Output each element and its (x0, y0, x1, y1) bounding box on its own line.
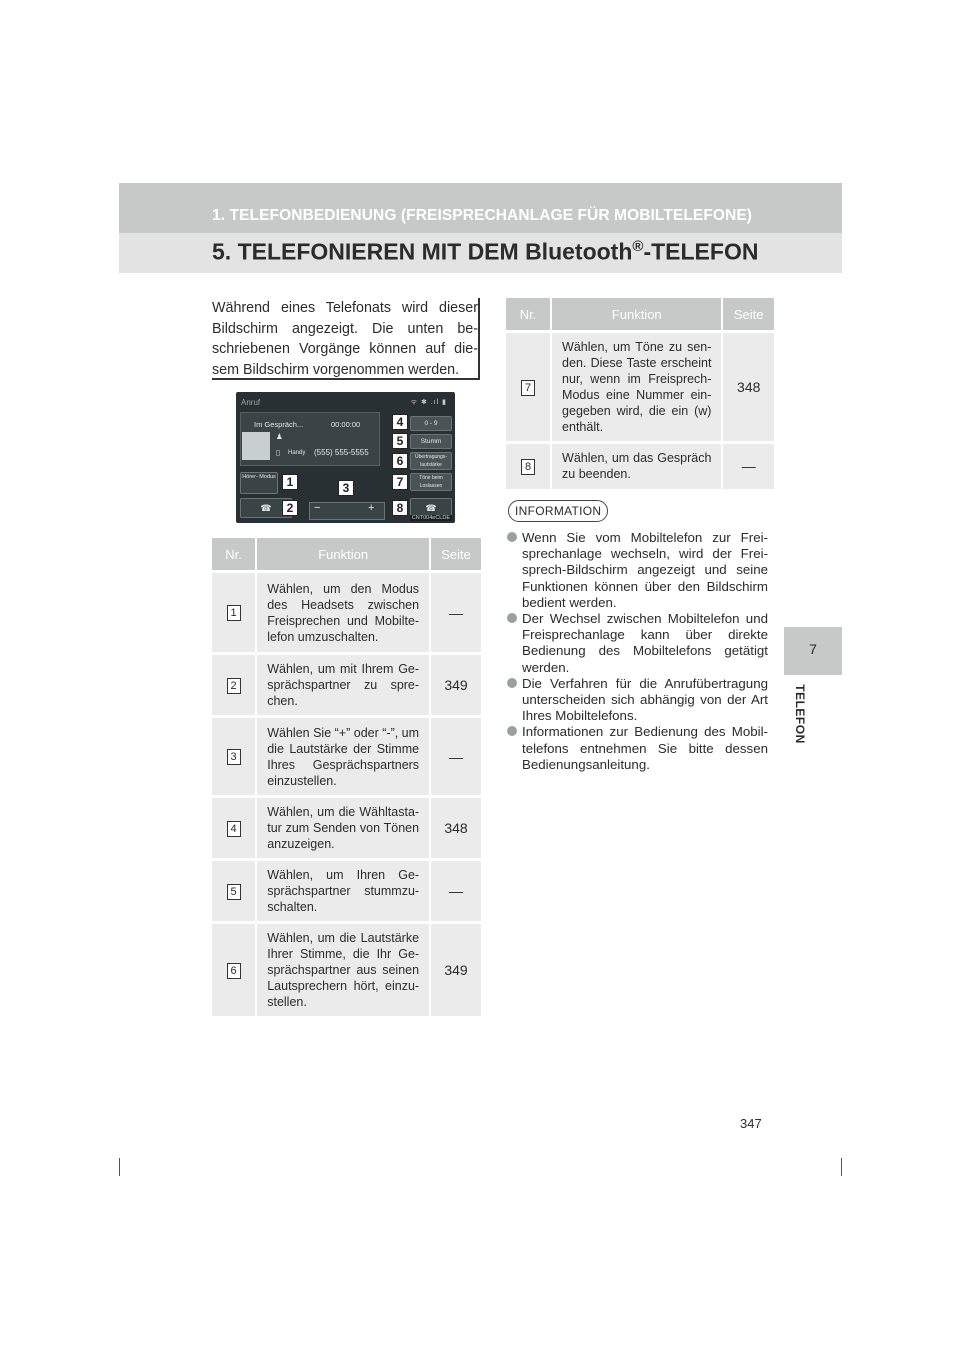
person-icon: ♟ (276, 432, 283, 441)
keypad-button[interactable]: 0 - 9 (410, 416, 452, 431)
col-header-seite: Seite (722, 298, 774, 332)
row-page: — (430, 860, 481, 923)
end-call-button[interactable]: ☎ (410, 498, 452, 518)
row-page: — (430, 572, 481, 654)
table-header-row (212, 538, 481, 572)
bullet-icon (507, 678, 517, 688)
row-number: 8 (506, 443, 551, 489)
row-number: 5 (212, 860, 256, 923)
call-timer: 00:00:00 (331, 420, 361, 429)
table-row (506, 332, 774, 443)
call-screen-illustration (236, 392, 455, 523)
chapter-tab (784, 627, 842, 675)
call-status-text: Im Gespräch... (254, 420, 304, 429)
phone-icon: ▯ (276, 448, 281, 457)
intro-text: Während eines Telefonats wird dieser Bildschirm angezeigt. Die unten be- schriebenen Vorgänge können auf die- sem Bildschirm vorgenommen werden. (212, 300, 478, 378)
col-header-funktion: Funktion (551, 298, 722, 332)
row-number: 6 (212, 923, 256, 1017)
information-list (506, 530, 768, 773)
row-number: 7 (506, 332, 551, 443)
bullet-icon (507, 726, 517, 736)
table-row (212, 860, 481, 923)
callout-1: 1 (282, 474, 298, 490)
status-icons: ᯤ ✱ .ıl ▮ (410, 399, 447, 406)
col-header-seite: Seite (430, 538, 481, 572)
list-item: Informationen zur Bedienung des Mobil- telefons entnehmen Sie bitte dessen Bedienungsanleitung. (506, 724, 768, 773)
row-function: Wählen, um mit Ihrem Ge- sprächspartner zu spre- chen. (256, 654, 430, 717)
row-function: Wählen, um Töne zu sen- den. Diese Taste erscheint nur, wenn im Freisprech- Modus eine Nummer ein- gegeben wird, die ein (w) enthält. (551, 332, 722, 443)
row-function: Wählen, um den Modus des Headsets zwischen Freisprechen und Mobilte- lefon umzuschalten. (256, 572, 430, 654)
crop-mark (841, 1158, 842, 1176)
table-row (212, 654, 481, 717)
col-header-nr: Nr. (506, 298, 551, 332)
talk-button[interactable]: ☎ (240, 498, 292, 518)
mute-button[interactable]: Stumm (410, 434, 452, 449)
list-item: Wenn Sie vom Mobiltelefon zur Frei- sprechanlage wechseln, wird der Frei- sprech-Bildschirm angezeigt und seine Funktionen können über den Bildschirm bedient werden. (506, 530, 768, 611)
row-page: — (430, 717, 481, 797)
screen-title: Anruf (241, 398, 261, 407)
bullet-icon (507, 532, 517, 542)
table-row (212, 717, 481, 797)
chapter-tab-number: 7 (809, 641, 817, 657)
page-number: 347 (740, 1116, 762, 1131)
callout-8: 8 (392, 500, 408, 516)
row-function: Wählen, um das Gespräch zu beenden. (551, 443, 722, 489)
registered-mark: ® (632, 238, 644, 255)
callout-7: 7 (392, 474, 408, 490)
row-number: 3 (212, 717, 256, 797)
callout-2: 2 (282, 500, 298, 516)
row-number: 1 (212, 572, 256, 654)
volume-plus[interactable]: + (368, 502, 375, 514)
table-header-row (506, 298, 774, 332)
list-item: Die Verfahren für die Anrufübertragung unterscheiden sich abhängig von der Art Ihres Mobiltelefons. (506, 676, 768, 725)
row-page: 348 (722, 332, 774, 443)
callout-5: 5 (392, 433, 408, 449)
row-function: Wählen Sie “+” oder “-”, um die Lautstärke der Stimme Ihres Gesprächspartners einzustellen. (256, 717, 430, 797)
intro-box (212, 298, 480, 380)
callout-3: 3 (338, 480, 354, 496)
col-header-funktion: Funktion (256, 538, 430, 572)
row-function: Wählen, um Ihren Ge- sprächspartner stummzu- schalten. (256, 860, 430, 923)
row-number: 2 (212, 654, 256, 717)
col-header-nr: Nr. (212, 538, 256, 572)
tones-button[interactable]: Töne beim Loslassen (410, 473, 452, 491)
row-page: 349 (430, 923, 481, 1017)
row-function: Wählen, um die Wähltasta- tur zum Senden von Tönen anzuzeigen. (256, 797, 430, 860)
row-function: Wählen, um die Lautstärke Ihrer Stimme, die Ihr Ge- sprächspartner aus seinen Lautsprechern hört, einzu- stellen. (256, 923, 430, 1017)
page-title-tail: -TELEFON (643, 238, 759, 265)
bullet-icon (507, 613, 517, 623)
table-row (506, 443, 774, 489)
information-badge: INFORMATION (508, 500, 608, 522)
page-header (119, 183, 842, 273)
table-row (212, 923, 481, 1017)
chapter-tab-label: TELEFON (793, 684, 807, 744)
volume-button[interactable]: Übertragungs- lautstärke (410, 452, 452, 470)
callout-6: 6 (392, 453, 408, 469)
chapter-title: 1. TELEFONBEDIENUNG (FREISPRECHANLAGE FÜR MOBILTELEFONE) (212, 207, 753, 224)
table-row (212, 572, 481, 654)
row-page: — (722, 443, 774, 489)
function-table-left (212, 538, 481, 1016)
chapter-bar (119, 183, 842, 233)
chapter-tab-label-box (790, 684, 810, 744)
page-title (212, 238, 758, 266)
row-page: 348 (430, 797, 481, 860)
callout-4: 4 (392, 414, 408, 430)
crop-mark (119, 1158, 120, 1176)
volume-minus[interactable]: − (314, 502, 321, 514)
table-row (212, 797, 481, 860)
page-title-main: 5. TELEFONIEREN MIT DEM Bluetooth (212, 238, 633, 265)
phone-label: Handy (288, 450, 306, 456)
row-number: 4 (212, 797, 256, 860)
list-item: Der Wechsel zwischen Mobiltelefon und Freisprechanlage kann über direkte Bedienung des Mobiltelefons getätigt werden. (506, 611, 768, 676)
function-table-right (506, 298, 774, 489)
row-page: 349 (430, 654, 481, 717)
phone-number: (555) 555-5555 (314, 448, 369, 457)
handset-mode-button[interactable]: Hörer- Modus (240, 472, 278, 494)
contact-avatar (242, 432, 270, 460)
image-code: CNT004eCLDE (411, 515, 450, 521)
